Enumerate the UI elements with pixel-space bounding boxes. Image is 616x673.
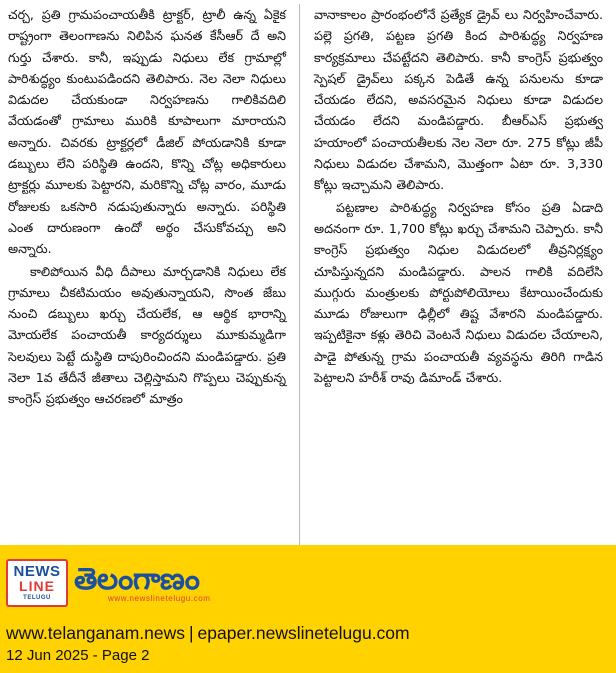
site-url-link[interactable]: www.telanganam.news [6, 623, 185, 643]
paragraph: వానాకాలం ప్రారంభంలోనే ప్రత్యేక డ్రైవ్ లు నిర్వహించేవారు. పల్లె ప్రగతి, పట్టణ ప్రగతి కింద పారిశుద్ధ్య నిర్వహణ కార్యక్రమాలు చేపట్టేదని తెలిపారు. కానీ కాంగ్రెస్ ప్రభుత్వం స్పెషల్ డ్రైవ్‌లు పక్కన పెడితే ఉన్న పనులను కూడా చేయడం లేదని, అవసరమైన నిధులు కూడా విడుదల చేయడం లేదని మండిపడ్డారు. బీఆర్ఎస్ ప్రభుత్వ హయాంలో పంచాయతీలకు నెల నెలా రూ. 275 కోట్లు జీపీ నిధులు విడుదల చేశామని, మొత్తంగా ఏటా రూ. 3,330 కోట్లు ఇచ్చామని తెలిపారు. [314, 7, 603, 193]
article-column-left [8, 4, 300, 545]
footer-date-page: 12 Jun 2025 - Page 2 [6, 647, 150, 664]
logo-wordmark-url: www.newslinetelugu.com [108, 593, 211, 603]
badge-line-news: NEWS [13, 563, 61, 580]
badge-line-line: LINE [19, 578, 55, 594]
logo-wordmark-group [74, 561, 211, 603]
article-columns [8, 4, 608, 545]
epaper-url-link[interactable]: epaper.newslinetelugu.com [197, 623, 410, 643]
publication-logo [6, 555, 211, 611]
newsline-badge-icon [6, 559, 68, 607]
page-footer [0, 545, 616, 673]
paragraph: చర్చ, ప్రతి గ్రామపంచాయతీకి ట్రాక్టర్, ట్రాలీ ఉన్న ఏకైక రాష్ట్రంగా తెలంగాణను నిలిపిన ఘనత కేసీఆర్ దే అని గుర్తు చేశారు. కానీ, ఇప్పుడు నిధులు లేక గ్రామాల్లో పారిశుద్ధ్యం కుంటుపడిందని తెలిపారు. నెల నెలా నిధులు విడుదల చేయకుండా నిర్వహణను గాలికివదిలి వేయడంతో గ్రామాలు మురికి కూపాలుగా మారాయని అన్నారు. చివరకు ట్రాక్టర్లలో డీజిల్ పోయడానికి కూడా డబ్బులు లేని పరిస్థితి ఉందని, కొన్ని చోట్ల అధికారులు ట్రాక్టర్లు మూలకు పెట్టారని, మరికొన్ని చోట్ల వారం, మూడు రోజులకు ఒకసారి నడుపుతున్నారు అన్నారు. పరిస్థితి ఎంత దారుణంగా ఉందో అర్థం చేసుకోవచ్చు అని అన్నారు. [8, 7, 286, 257]
article-column-right [314, 4, 603, 545]
logo-wordmark: తెలంగాణం [74, 561, 200, 597]
paragraph: కాలిపోయిన వీధి దీపాలు మార్చడానికి నిధులు లేక గ్రామాలు చీకటిమయం అవుతున్నాయని, సొంత జేబు నుంచి డబ్బులు ఖర్చు చేయలేక, ఆ ఆర్థిక భారాన్ని మోయలేక పంచాయతీ కార్యదర్శులు మూకుమ్మడిగా సెలవులు పెట్టే దుస్థితి దాపురించిందని మండిపడ్డారు. ప్రతి నెలా 1వ తేదీనే జీతాలు చెల్లిస్తామని గొప్పలు చెప్పుకున్న కాంగ్రెస్ ప్రభుత్వం ఆచరణలో మాత్రం [8, 263, 286, 407]
badge-line-telugu: TELUGU [23, 595, 51, 601]
url-separator: | [188, 623, 194, 643]
paragraph: పట్టణాల పారిశుద్ధ్య నిర్వహణ కోసం ప్రతి ఏడాది అదనంగా రూ. 1,700 కోట్లు ఖర్చు చేశామని చెప్పారు. కానీ కాంగ్రెస్ ప్రభుత్వం నిధుల విడుదలలో తీవ్రనిర్లక్ష్యం చూపిస్తున్నదని మండిపడ్డారు. పాలన గాలికి వదిలేసి ముగ్గురు మంత్రులకు పోర్టుపోలియోలు కేటాయించేందుకు మూడు రోజులుగా ఢిల్లీలో తిష్ట వేశారని మండిపడ్డారు. ఇప్పటికైనా కళ్లు తెరిచి వెంటనే నిధులు విడుదల చేయాలని, పాడై పోతున్న గ్రామ పంచాయతీ వ్యవస్థను తిరిగి గాడిన పెట్టాలని హరీశ్ రావు డిమాండ్ చేశారు. [314, 199, 603, 386]
footer-urls [6, 623, 410, 644]
